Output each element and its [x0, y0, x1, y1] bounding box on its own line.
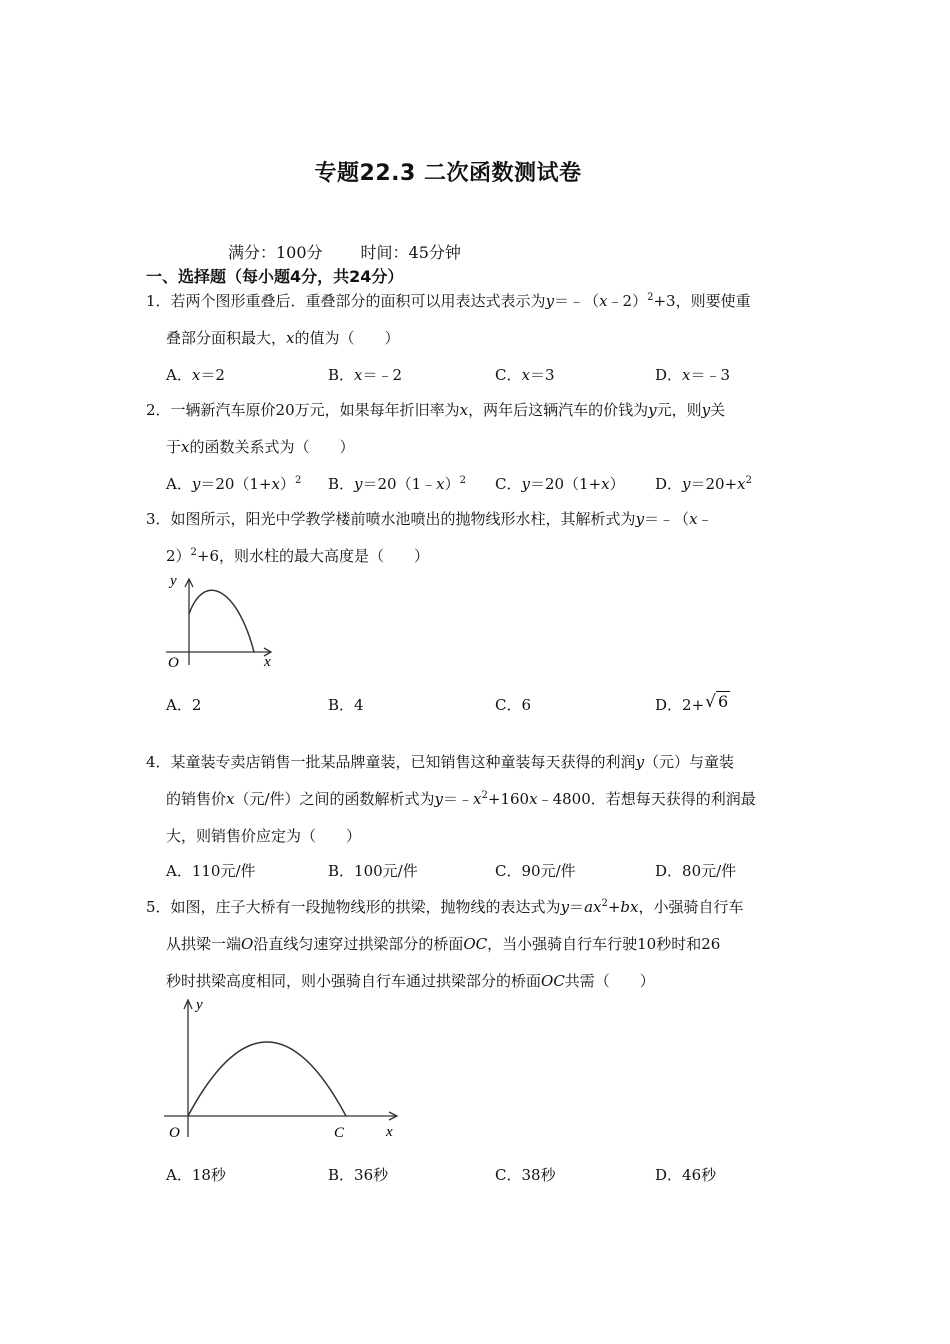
var: x: [529, 790, 538, 808]
text: （元）与童装: [644, 753, 735, 771]
q5-option-c[interactable]: [495, 1164, 556, 1185]
arch-curve: [188, 1042, 346, 1116]
var: x: [436, 475, 445, 493]
option-label: B．: [328, 366, 355, 384]
var: x: [286, 329, 295, 347]
option-text: ）: [609, 475, 625, 493]
question-1-line-1: [146, 290, 751, 311]
var: x: [599, 292, 608, 310]
fountain-parabola-graph: [160, 570, 280, 670]
q5-option-a[interactable]: [166, 1164, 226, 1185]
text: 一辆新汽车原价20万元，如果每年折旧率为: [170, 401, 460, 419]
text: ＝﹣: [443, 790, 474, 808]
text: ，两年后这辆汽车的价钱为: [468, 401, 649, 419]
var: y: [682, 475, 691, 493]
option-text: ＝20+: [690, 475, 738, 493]
text: ，小强骑自行车: [638, 898, 744, 916]
option-text: 18秒: [191, 1166, 226, 1184]
q2-option-c[interactable]: [495, 473, 625, 494]
time-limit: 时间：45分钟: [360, 243, 461, 262]
origin-label: O: [169, 1125, 180, 1141]
q2-option-a[interactable]: [166, 473, 301, 494]
text: 某童装专卖店销售一批某品牌童装，已知销售这种童装每天获得的利润: [170, 753, 636, 771]
var: y: [701, 401, 711, 419]
question-5-line-2: [166, 933, 720, 954]
text: ，当小强骑自行车行驶10秒时和26: [487, 935, 721, 953]
option-text: 36秒: [354, 1166, 389, 1184]
var: y: [354, 475, 363, 493]
var: x: [459, 401, 469, 419]
option-text: ＝2: [200, 366, 225, 384]
option-label: C．: [495, 366, 522, 384]
var: bx: [620, 898, 639, 916]
q5-option-b[interactable]: [328, 1164, 388, 1185]
page-title: 专题22.3 二次函数测试卷: [314, 161, 582, 186]
option-text: ＝20（1+: [529, 475, 602, 493]
q5-option-d[interactable]: [655, 1164, 716, 1185]
q1-option-c[interactable]: [495, 364, 555, 385]
q4-option-a[interactable]: [166, 860, 256, 881]
text: 于: [166, 438, 182, 456]
text: 2）: [166, 547, 191, 565]
question-5-line-3: [166, 970, 655, 991]
exponent: 2: [459, 475, 467, 486]
parabola-curve: [189, 590, 254, 652]
text: 的值为（ ）: [294, 329, 400, 347]
question-number: 4．: [146, 753, 171, 771]
radicand: 6: [718, 692, 729, 711]
question-4-line-3: 大，则销售价应定为（ ）: [166, 827, 362, 845]
option-text: 110元/件: [191, 862, 256, 880]
question-number: 1．: [146, 292, 171, 310]
section-heading: 一、选择题（每小题4分，共24分）: [146, 267, 404, 286]
option-text: 80元/件: [682, 862, 737, 880]
q3-option-b[interactable]: [328, 694, 364, 715]
x-axis-label: x: [386, 1124, 393, 1140]
question-3-line-1: [146, 508, 713, 529]
question-1-line-2: [166, 327, 400, 348]
var: y: [635, 753, 645, 771]
question-5-line-1: [146, 896, 744, 917]
q4-option-c[interactable]: [495, 860, 576, 881]
option-label: B．: [328, 696, 355, 714]
origin-label: O: [168, 655, 179, 670]
var: OC: [463, 935, 488, 953]
option-text: 6: [521, 696, 532, 714]
option-text: ＝20（1﹣: [362, 475, 437, 493]
y-axis-label: y: [196, 997, 203, 1013]
option-text: 4: [354, 696, 364, 714]
text: +160: [487, 790, 530, 808]
text: +: [607, 898, 621, 916]
text: 若两个图形重叠后．重叠部分的面积可以用表达式表示为: [170, 292, 546, 310]
option-text: 2+: [682, 696, 705, 714]
var: x: [181, 438, 190, 456]
var: y: [648, 401, 657, 419]
text: 秒时拱梁高度相同，则小强骑自行车通过拱梁部分的桥面: [166, 972, 542, 990]
option-label: A．: [166, 366, 192, 384]
sqrt-symbol: √ 6: [705, 692, 729, 712]
option-label: B．: [328, 475, 355, 493]
q3-option-d[interactable]: [655, 694, 730, 715]
exponent: 2: [481, 790, 488, 801]
question-number: 3．: [146, 510, 171, 528]
option-label: A．: [166, 862, 192, 880]
option-text: 38秒: [521, 1166, 556, 1184]
var: y: [635, 510, 645, 528]
text: 从拱梁一端: [166, 935, 242, 953]
var: x: [689, 510, 698, 528]
var: y: [560, 898, 570, 916]
option-text: ＝﹣2: [362, 366, 403, 384]
exponent: 2: [190, 547, 197, 558]
question-4-line-1: [146, 751, 734, 772]
var: x: [191, 366, 201, 384]
text: ＝: [569, 898, 585, 916]
option-label: C．: [495, 475, 522, 493]
option-text: ）: [444, 475, 460, 493]
var: x: [682, 366, 691, 384]
var: y: [521, 475, 530, 493]
full-score: 满分：100分: [228, 243, 323, 262]
text: +3，则要使重: [653, 292, 751, 310]
option-text: 2: [191, 696, 202, 714]
option-label: C．: [495, 1166, 522, 1184]
q4-option-d[interactable]: [655, 860, 736, 881]
text: （元/件）之间的函数解析式为: [234, 790, 435, 808]
var: x: [271, 475, 280, 493]
option-text: 46秒: [682, 1166, 717, 1184]
var: x: [521, 366, 530, 384]
var: x: [226, 790, 235, 808]
var: y: [545, 292, 555, 310]
var: y: [434, 790, 444, 808]
option-text: 90元/件: [521, 862, 576, 880]
option-label: C．: [495, 862, 522, 880]
question-4-line-2: [166, 788, 756, 809]
option-label: D．: [655, 475, 683, 493]
text: 共需（ ）: [564, 972, 655, 990]
text: ﹣4800．若想每天获得的利润最: [537, 790, 756, 808]
option-label: B．: [328, 862, 355, 880]
var: OC: [541, 972, 565, 990]
text: ﹣: [697, 510, 713, 528]
text: 如图所示，阳光中学教学楼前喷水池喷出的抛物线形水柱，其解析式为: [170, 510, 636, 528]
option-text: ＝3: [529, 366, 555, 384]
exam-meta: [228, 240, 461, 263]
q4-option-b[interactable]: [328, 860, 418, 881]
option-label: D．: [655, 366, 683, 384]
q3-option-c[interactable]: [495, 694, 531, 715]
var: x: [601, 475, 610, 493]
text: 沿直线匀速穿过拱梁部分的桥面: [253, 935, 464, 953]
q3-option-a[interactable]: [166, 694, 201, 715]
option-label: A．: [166, 696, 192, 714]
question-number: 5．: [146, 898, 171, 916]
q2-option-b[interactable]: [328, 473, 466, 494]
exponent: 2: [601, 898, 608, 909]
exponent: 2: [745, 475, 753, 486]
option-label: B．: [328, 1166, 355, 1184]
q1-option-b[interactable]: [328, 364, 402, 385]
option-label: D．: [655, 1166, 683, 1184]
option-label: C．: [495, 696, 522, 714]
text: 元，则: [656, 401, 702, 419]
text: ＝﹣（: [554, 292, 600, 310]
exponent: 2: [295, 475, 302, 486]
bridge-arch-graph: [160, 995, 410, 1145]
option-label: A．: [166, 475, 192, 493]
text: 如图，庄子大桥有一段抛物线形的拱梁，抛物线的表达式为: [170, 898, 561, 916]
text: +6，则水柱的最大高度是（ ）: [196, 547, 430, 565]
text: 叠部分面积最大，: [166, 329, 287, 347]
question-number: 2．: [146, 401, 171, 419]
option-text: ）: [280, 475, 296, 493]
text: 关: [710, 401, 726, 419]
var: x: [354, 366, 363, 384]
text: 的销售价: [166, 790, 227, 808]
question-3-line-2: [166, 545, 429, 566]
exponent: 2: [647, 292, 654, 303]
var: x: [737, 475, 746, 493]
option-text: 100元/件: [354, 862, 418, 880]
question-2-line-1: [146, 399, 725, 420]
q1-option-a[interactable]: [166, 364, 225, 385]
option-label: D．: [655, 862, 683, 880]
q1-option-d[interactable]: [655, 364, 730, 385]
var: x: [473, 790, 482, 808]
var: O: [241, 935, 254, 953]
point-c-label: C: [334, 1125, 345, 1141]
option-label: D．: [655, 696, 683, 714]
question-2-line-2: [166, 436, 355, 457]
text: 的函数关系式为（ ）: [189, 438, 355, 456]
option-text: ＝﹣3: [690, 366, 731, 384]
text: ＝﹣（: [644, 510, 690, 528]
text: ﹣2）: [607, 292, 648, 310]
q2-option-d[interactable]: [655, 473, 752, 494]
var: y: [191, 475, 201, 493]
option-label: A．: [166, 1166, 192, 1184]
option-text: ＝20（1+: [200, 475, 272, 493]
y-axis-label: y: [170, 573, 177, 589]
var: ax: [584, 898, 602, 916]
x-axis-label: x: [264, 654, 271, 670]
